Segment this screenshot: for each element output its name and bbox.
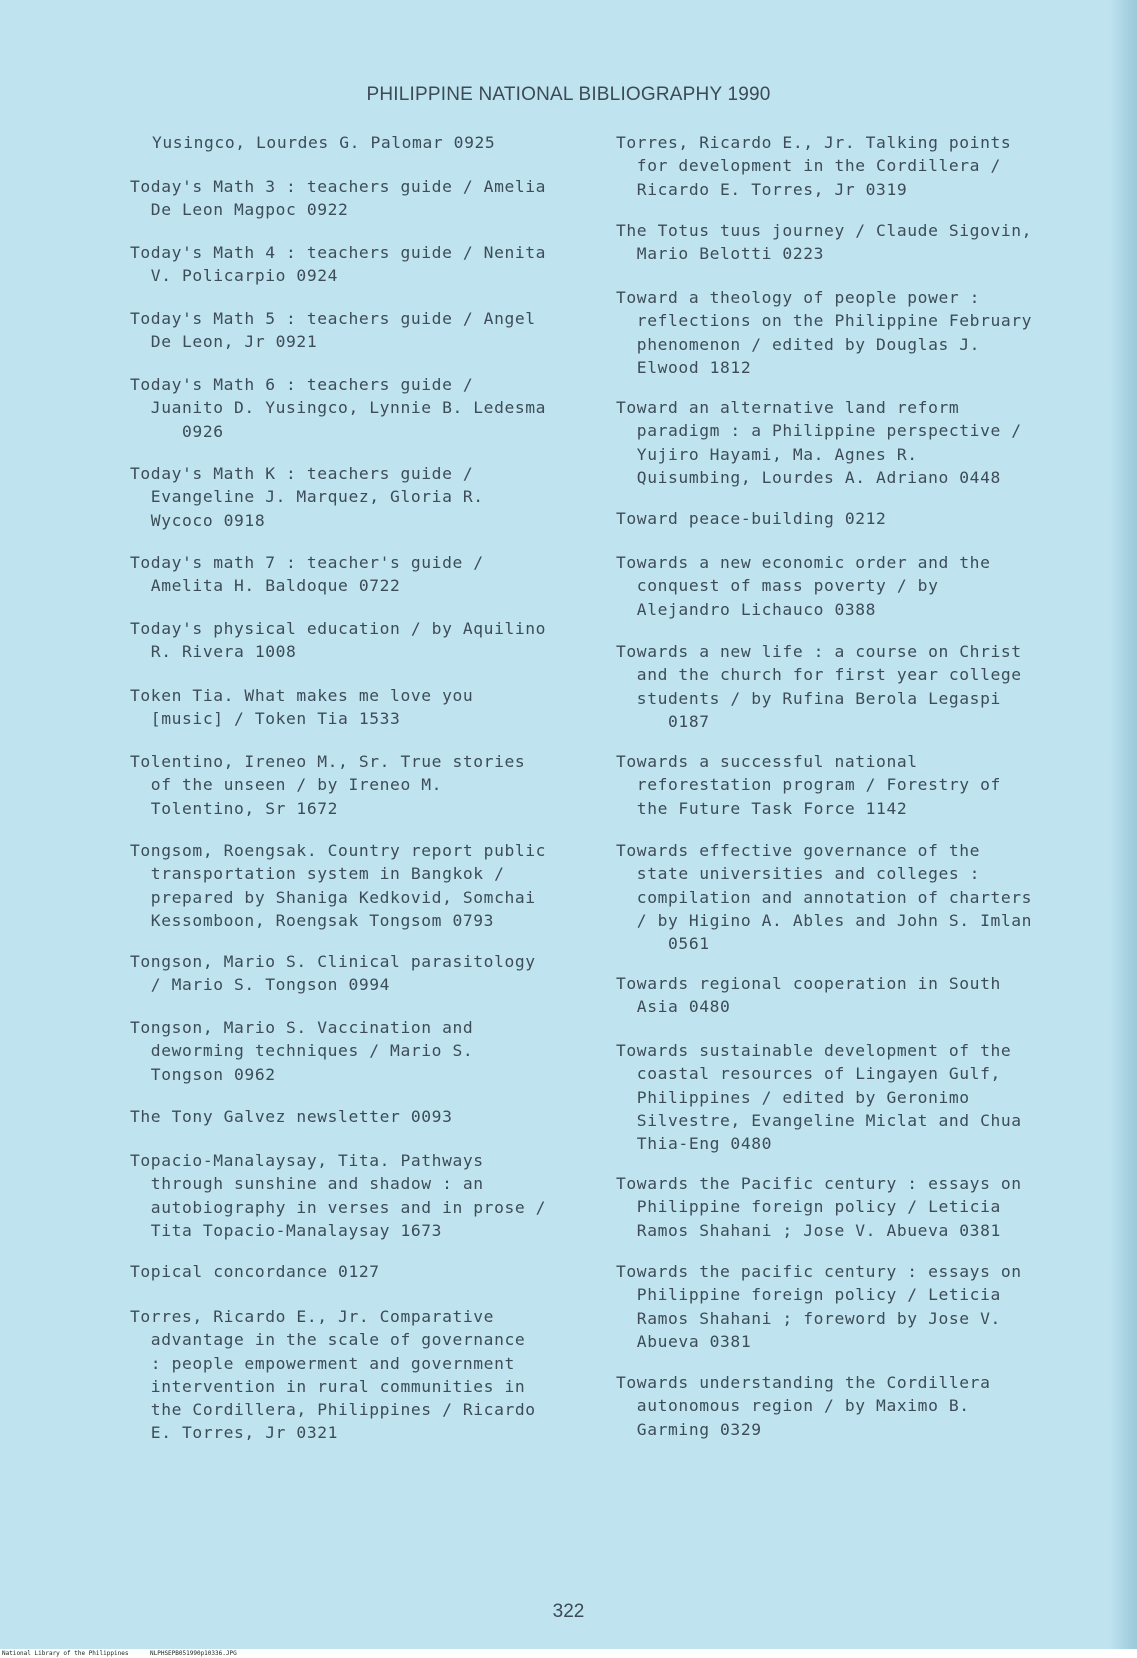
footer-file: NLPHSEPB051990p10336.JPG: [150, 1650, 237, 1657]
left-entry-12: Tongson, Mario S. Clinical parasitology / Mario S. Tongson 0994: [130, 952, 536, 995]
left-entry-14: The Tony Galvez newsletter 0093: [130, 1107, 453, 1126]
right-entry-3: Toward a theology of people power : reflections on the Philippine February phenomenon / edited by Douglas J. Elwood 1812: [616, 288, 1033, 377]
left-entry-10: Tolentino, Ireneo M., Sr. True stories of the unseen / by Ireneo M. Tolentino, Sr 1672: [130, 752, 526, 818]
left-entry-2: Today's Math 3 : teachers guide / Amelia De Leon Magpoc 0922: [130, 177, 547, 220]
left-entry-6: Today's Math K : teachers guide / Evangeline J. Marquez, Gloria R. Wycoco 0918: [130, 464, 484, 530]
left-entry-7: Today's math 7 : teacher's guide / Amelita H. Baldoque 0722: [130, 553, 484, 596]
right-entry-12: Towards the Pacific century : essays on Philippine foreign policy / Leticia Ramos Shahani ; Jose V. Abueva 0381: [616, 1174, 1022, 1240]
right-entry-10: Towards regional cooperation in South Asia 0480: [616, 974, 1001, 1017]
left-entry-8: Today's physical education / by Aquilino R. Rivera 1008: [130, 619, 547, 662]
right-entry-5: Toward peace-building 0212: [616, 509, 887, 528]
left-entry-16: Topical concordance 0127: [130, 1262, 380, 1281]
page-header: PHILIPPINE NATIONAL BIBLIOGRAPHY 1990: [366, 84, 771, 105]
right-entry-2: The Totus tuus journey / Claude Sigovin, Mario Belotti 0223: [616, 221, 1033, 264]
left-entry-9: Token Tia. What makes me love you [music] / Token Tia 1533: [130, 686, 474, 729]
left-entry-4: Today's Math 5 : teachers guide / Angel De Leon, Jr 0921: [130, 309, 536, 352]
right-entry-9: Towards effective governance of the state universities and colleges : compilation and annotation of charters / by Higino A. Ables and John S. Imlan 0561: [616, 841, 1033, 954]
right-entry-7: Towards a new life : a course on Christ and the church for first year college students / by Rufina Berola Legaspi 0187: [616, 642, 1022, 731]
left-entry-15: Topacio-Manalaysay, Tita. Pathways through sunshine and shadow : an autobiography in verses and in prose / Tita Topacio-Manalaysay 1673: [130, 1151, 547, 1240]
right-entry-13: Towards the pacific century : essays on Philippine foreign policy / Leticia Ramos Shahani ; foreword by Jose V. Abueva 0381: [616, 1262, 1022, 1351]
right-entry-8: Towards a successful national reforestation program / Forestry of the Future Task Force 1142: [616, 752, 1001, 818]
scan-footer: [0, 1649, 1137, 1658]
right-entry-4: Toward an alternative land reform paradigm : a Philippine perspective / Yujiro Hayami, Ma. Agnes R. Quisumbing, Lourdes A. Adriano 0448: [616, 398, 1022, 487]
left-entry-13: Tongson, Mario S. Vaccination and deworming techniques / Mario S. Tongson 0962: [130, 1018, 474, 1084]
left-entry-1: Yusingco, Lourdes G. Palomar 0925: [152, 133, 496, 152]
right-entry-14: Towards understanding the Cordillera autonomous region / by Maximo B. Garming 0329: [616, 1373, 991, 1439]
left-entry-5: Today's Math 6 : teachers guide / Juanito D. Yusingco, Lynnie B. Ledesma 0926: [130, 375, 547, 441]
left-entry-3: Today's Math 4 : teachers guide / Nenita V. Policarpio 0924: [130, 243, 547, 286]
right-entry-11: Towards sustainable development of the coastal resources of Lingayen Gulf, Philippines / edited by Geronimo Silvestre, Evangeline Miclat and Chua Thia-Eng 0480: [616, 1041, 1022, 1154]
right-entry-6: Towards a new economic order and the conquest of mass poverty / by Alejandro Lichauco 0388: [616, 553, 991, 619]
page-number: 322: [552, 1601, 585, 1622]
footer-library: National Library of the Philippines: [2, 1650, 129, 1657]
right-entry-1: Torres, Ricardo E., Jr. Talking points for development in the Cordillera / Ricardo E. Torres, Jr 0319: [616, 133, 1012, 199]
page-edge-shadow: [1109, 0, 1137, 1658]
left-entry-17: Torres, Ricardo E., Jr. Comparative advantage in the scale of governance : people empowerment and government intervention in rural communities in the Cordillera, Philippines / Ricardo E. Torres, Jr 0321: [130, 1307, 536, 1443]
left-entry-11: Tongsom, Roengsak. Country report public transportation system in Bangkok / prepared by Shaniga Kedkovid, Somchai Kessomboon, Roengsak Tongsom 0793: [130, 841, 547, 930]
